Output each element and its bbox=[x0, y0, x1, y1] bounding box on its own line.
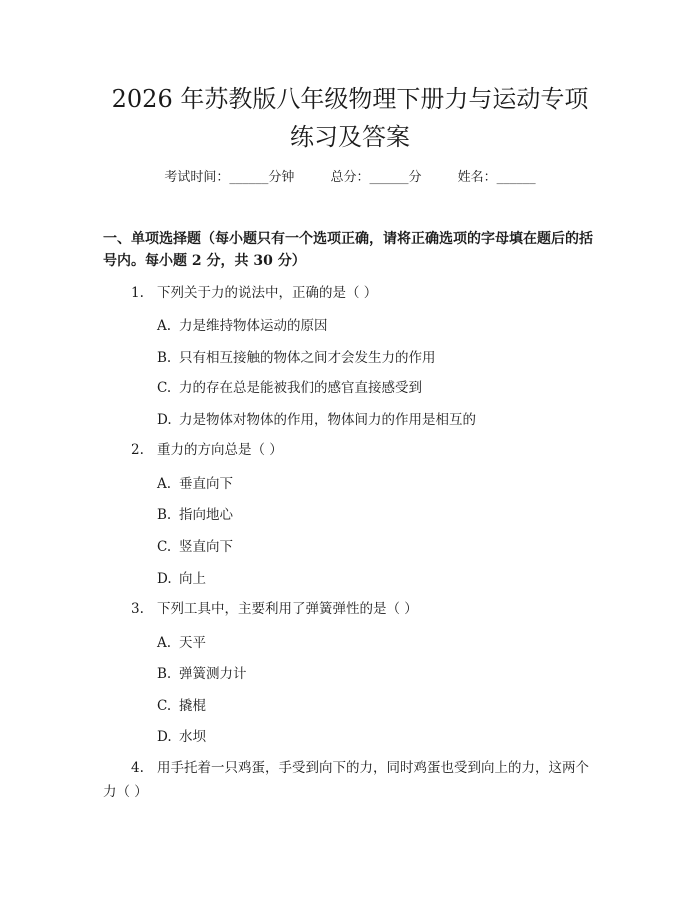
option-text: 力是物体对物体的作用，物体间力的作用是相互的 bbox=[179, 412, 476, 428]
question-text: 重力的方向总是（ ） bbox=[157, 442, 283, 458]
option-letter: B. bbox=[157, 666, 172, 682]
question-2 bbox=[131, 437, 606, 463]
question-number: 1. bbox=[131, 285, 144, 301]
question-3 bbox=[131, 596, 606, 622]
option-letter: C. bbox=[157, 380, 172, 396]
question-1-option-b bbox=[157, 348, 597, 368]
question-1-option-d bbox=[157, 410, 597, 430]
option-letter: A. bbox=[157, 318, 172, 334]
option-text: 撬棍 bbox=[179, 698, 206, 714]
student-name: 姓名：______ bbox=[457, 170, 536, 185]
question-text: 下列工具中，主要利用了弹簧弹性的是（ ） bbox=[157, 601, 418, 617]
question-2-option-d bbox=[157, 569, 597, 589]
question-3-option-c bbox=[157, 696, 597, 716]
section-heading-line-2: 号内。每小题 2 分，共 30 分） bbox=[103, 253, 306, 269]
section-heading bbox=[103, 228, 603, 272]
option-text: 竖直向下 bbox=[179, 539, 233, 555]
question-2-option-a bbox=[157, 474, 597, 494]
option-text: 指向地心 bbox=[179, 507, 233, 523]
option-text: 弹簧测力计 bbox=[179, 666, 247, 682]
option-text: 力的存在总是能被我们的感官直接感受到 bbox=[179, 380, 422, 396]
option-letter: D. bbox=[157, 412, 172, 428]
question-text-line-1: 用手托着一只鸡蛋，手受到向下的力，同时鸡蛋也受到向上的力，这两个 bbox=[157, 760, 589, 776]
question-number: 2. bbox=[131, 442, 144, 458]
title-line-1: 2026 年苏教版八年级物理下册力与运动专项 bbox=[111, 85, 589, 113]
option-text: 只有相互接触的物体之间才会发生力的作用 bbox=[179, 350, 436, 366]
option-letter: A. bbox=[157, 635, 172, 651]
option-letter: D. bbox=[157, 729, 172, 745]
option-text: 水坝 bbox=[179, 729, 206, 745]
option-letter: A. bbox=[157, 476, 172, 492]
option-text: 向上 bbox=[179, 571, 206, 587]
question-3-option-b bbox=[157, 664, 597, 684]
question-2-option-b bbox=[157, 505, 597, 525]
option-text: 天平 bbox=[179, 635, 206, 651]
question-2-option-c bbox=[157, 537, 597, 557]
question-3-option-a bbox=[157, 633, 597, 653]
option-letter: D. bbox=[157, 571, 172, 587]
question-number: 4. bbox=[131, 760, 144, 776]
option-text: 垂直向下 bbox=[179, 476, 233, 492]
question-3-option-d bbox=[157, 727, 597, 747]
question-text: 下列关于力的说法中，正确的是（ ） bbox=[157, 285, 378, 301]
title-line-2: 练习及答案 bbox=[290, 123, 410, 151]
option-letter: C. bbox=[157, 539, 172, 555]
question-1-option-c bbox=[157, 378, 597, 398]
document-title bbox=[60, 80, 640, 156]
option-text: 力是维持物体运动的原因 bbox=[179, 318, 328, 334]
question-1-option-a bbox=[157, 316, 597, 336]
option-letter: C. bbox=[157, 698, 172, 714]
question-number: 3. bbox=[131, 601, 144, 617]
question-4-text-line-2: 力（ ） bbox=[103, 784, 148, 800]
question-1 bbox=[131, 280, 606, 306]
option-letter: B. bbox=[157, 350, 172, 366]
option-letter: B. bbox=[157, 507, 172, 523]
section-heading-line-1: 一、单项选择题（每小题只有一个选项正确，请将正确选项的字母填在题后的括 bbox=[103, 231, 593, 247]
question-4 bbox=[131, 755, 606, 781]
total-score: 总分：______分 bbox=[330, 170, 422, 185]
exam-time: 考试时间：______分钟 bbox=[164, 170, 295, 185]
exam-info bbox=[0, 166, 700, 185]
